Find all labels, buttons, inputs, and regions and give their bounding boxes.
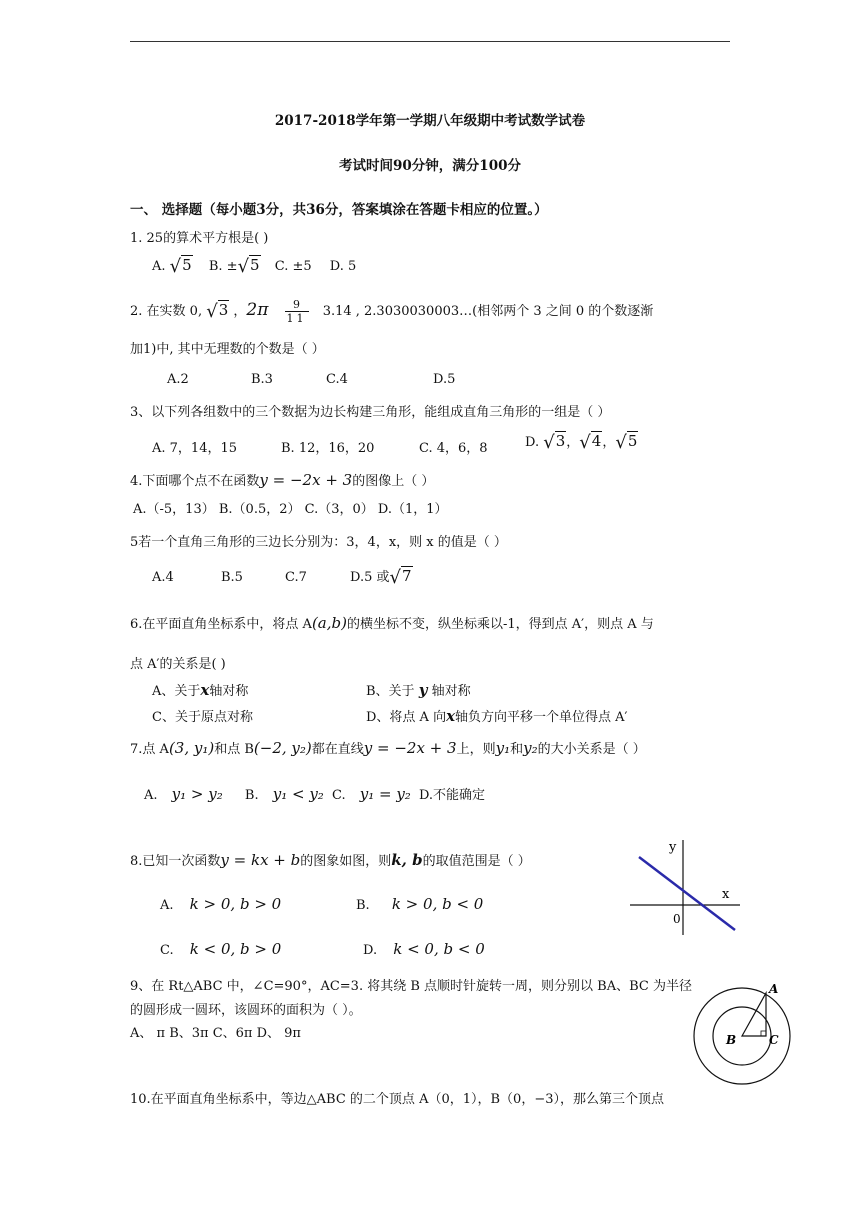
q9-right-angle-mark xyxy=(761,1031,766,1036)
q6-stem: 6.在平面直角坐标系中，将点 A(a,b)的横坐标不变，纵坐标乘以-1，得到点 A′，则点 A 与 xyxy=(130,614,654,632)
q2-sqrt3: √3 xyxy=(206,301,229,322)
q9-line1: 9、在 Rt△ABC 中，∠C=90°，AC=3. 将其绕 B 点顺时针旋转一周，则分别以 BA、BC 为半径 xyxy=(130,979,692,994)
q1-option-b: √5 xyxy=(237,256,260,277)
q2-stem-rest: 3.14 , 2.3030030003…(相邻两个 3 之间 0 的个数逐渐 xyxy=(322,304,654,319)
exam-subtitle: 考试时间90分钟，满分100分 xyxy=(339,158,521,174)
q5-option-b: B.5 xyxy=(221,570,243,585)
q9-label-a: A xyxy=(769,982,779,996)
header-rule xyxy=(130,41,730,42)
q8-origin-label: 0 xyxy=(673,912,681,926)
q6-option-b: B、关于 y 轴对称 xyxy=(366,681,471,699)
q9-options: A、 π B、3π C、6π D、 9π xyxy=(130,1026,301,1041)
q8-option-b: B. k > 0, b < 0 xyxy=(356,895,484,913)
q1-option-a-label: A. xyxy=(152,259,166,274)
q1-option-b-label: B. ± xyxy=(208,259,238,274)
q2-line2: 加1)中, 其中无理数的个数是（ ） xyxy=(130,342,325,357)
q7-stem: 7.点 A(3, y₁)和点 B(−2, y₂)都在直线y = −2x + 3上，则y₁和y₂的大小关系是（ ） xyxy=(130,739,646,757)
q1-option-a: √5 xyxy=(169,256,192,277)
q1-option-c: C. ±5 xyxy=(274,259,312,274)
q5-stem: 5若一个直角三角形的三边长分别为：3，4，x，则 x 的值是（ ） xyxy=(130,535,507,550)
q6-option-a: A、关于x轴对称 xyxy=(152,681,249,699)
q8-graph xyxy=(625,835,750,940)
q2-separator: ， xyxy=(233,304,247,319)
q8-function-line xyxy=(639,857,735,930)
q3-option-b: B. 12，16，20 xyxy=(281,441,375,456)
q2-option-c: C.4 xyxy=(326,372,348,387)
q8-x-label: x xyxy=(722,887,730,902)
q1-options xyxy=(152,256,356,277)
q3-stem: 3、以下列各组数中的三个数据为边长构建三角形，能组成直角三角形的一组是（ ） xyxy=(130,405,611,420)
q4-options: A.（-5，13） B.（0.5，2） C.（3，0） D.（1，1） xyxy=(133,502,448,517)
q5-option-d: D.5 或√7 xyxy=(350,567,412,588)
q8-y-label: y xyxy=(669,840,677,855)
q8-option-d: D. k < 0, b < 0 xyxy=(363,940,485,958)
q5-option-a: A.4 xyxy=(152,570,174,585)
q2-line1 xyxy=(130,298,653,325)
q3-option-a: A. 7，14，15 xyxy=(152,441,238,456)
q2-option-b: B.3 xyxy=(251,372,273,387)
q8-stem: 8.已知一次函数y = kx + b的图象如图，则k, b的取值范围是（ ） xyxy=(130,851,531,869)
q6-option-c: C、关于原点对称 xyxy=(152,710,253,725)
q3-option-d: D. √3，√4，√5 xyxy=(525,432,638,453)
q4-function: y = −2x + 3 xyxy=(259,471,353,489)
q2-stem-start: 2. 在实数 0, xyxy=(130,304,203,319)
q9-label-b: B xyxy=(726,1033,737,1047)
q9-figure xyxy=(690,978,795,1088)
exam-title: 2017-2018学年第一学期八年级期中考试数学试卷 xyxy=(274,113,586,129)
q2-fraction: $\frac{9}{11}$ xyxy=(286,298,307,325)
q8-option-a: A. k > 0, b > 0 xyxy=(160,895,282,913)
q10-line1: 10.在平面直角坐标系中，等边△ABC 的二个顶点 A（0，1），B（0，−3），那么第三个顶点 xyxy=(130,1092,664,1107)
section-heading: 一、 选择题（每小题3分，共36分，答案填涂在答题卡相应的位置。） xyxy=(130,202,548,218)
q5-option-c: C.7 xyxy=(285,570,307,585)
q2-option-d: D.5 xyxy=(433,372,456,387)
q9-triangle xyxy=(742,993,766,1036)
q8-option-c: C. k < 0, b > 0 xyxy=(160,940,282,958)
q9-label-c: C xyxy=(769,1033,779,1047)
q9-line2: 的圆形成一圆环，该圆环的面积为（ ）。 xyxy=(130,1003,362,1018)
q2-two-pi: 2π xyxy=(246,300,269,320)
q2-option-a: A.2 xyxy=(167,372,189,387)
q6-line2: 点 A′的关系是( ) xyxy=(130,657,226,672)
q7-options: A. y₁ > y₂ B. y₁ < y₂ C. y₁ = y₂ D.不能确定 xyxy=(144,785,486,803)
q1-stem: 1. 25的算术平方根是( ) xyxy=(130,231,269,246)
q3-option-c: C. 4，6，8 xyxy=(419,441,488,456)
q6-option-d: D、将点 A 向x轴负方向平移一个单位得点 A′ xyxy=(366,707,628,725)
q4-stem: 4.下面哪个点不在函数y = −2x + 3的图像上（ ） xyxy=(130,471,435,489)
q1-option-d: D. 5 xyxy=(329,259,357,274)
q6-point: (a,b) xyxy=(311,614,347,632)
